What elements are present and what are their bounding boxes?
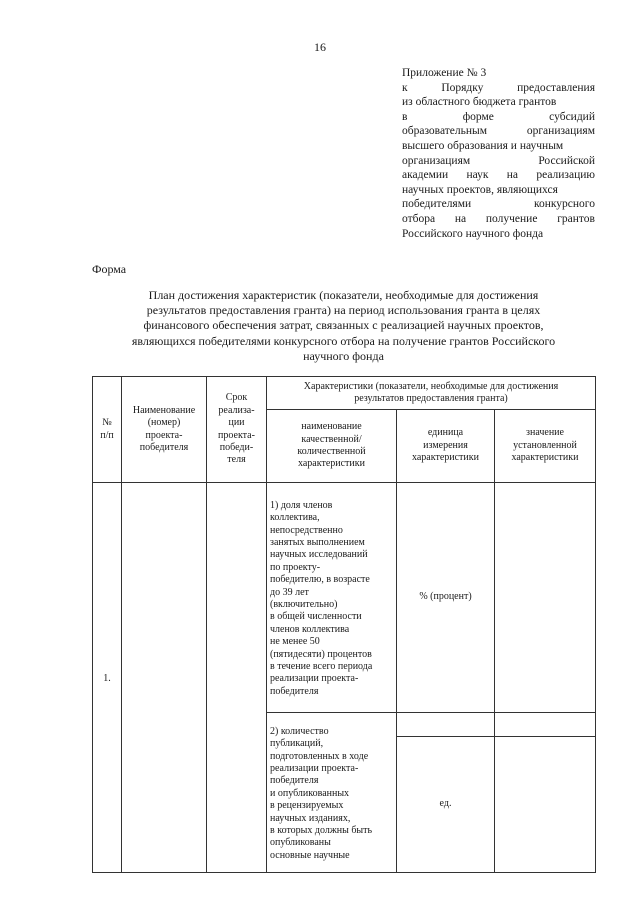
- appendix-line: [402, 124, 595, 139]
- header-project-name: [122, 377, 207, 483]
- appendix-word: организациям: [402, 154, 471, 167]
- text-line: членов коллектива: [270, 623, 350, 635]
- appendix-word: реализацию: [536, 169, 595, 182]
- characteristic-value: [495, 737, 596, 873]
- header-value: [495, 410, 596, 483]
- header-line: (номер): [147, 417, 181, 429]
- form-label: Форма: [92, 262, 127, 276]
- characteristic-text: [267, 713, 397, 873]
- header-line: Наименование: [132, 404, 196, 416]
- text-line: по проекту-: [270, 561, 321, 573]
- appendix-word: к: [402, 81, 408, 94]
- appendix-word: форме: [462, 110, 494, 123]
- plan-table: [92, 376, 596, 873]
- header-line: наименование: [301, 421, 362, 433]
- page-number: 16: [314, 40, 326, 54]
- appendix-word: образовательным: [402, 125, 488, 138]
- appendix-line: [402, 139, 595, 154]
- appendix-word: Российской: [538, 154, 595, 167]
- header-line: победи-: [219, 441, 254, 453]
- header-characteristics: [267, 377, 596, 410]
- header-line: характеристики: [411, 452, 479, 464]
- header-line: теля: [227, 454, 246, 466]
- text-line: победителя: [270, 685, 319, 697]
- text-line: 1) доля членов: [270, 499, 333, 511]
- row-num: 1.: [93, 483, 122, 873]
- text-line: опубликованы: [270, 837, 331, 849]
- appendix-line: [402, 212, 595, 227]
- header-line: Характеристики (показатели, необходимые для достижения: [303, 380, 559, 392]
- text-line: занятых выполнением: [270, 536, 365, 548]
- appendix-word: Российского научного фонда: [402, 227, 544, 240]
- appendix-word: субсидий: [549, 110, 595, 123]
- header-line: №: [102, 417, 112, 429]
- unit-top-cell: [397, 713, 495, 737]
- header-line: п/п: [100, 429, 114, 441]
- text-line: не менее 50: [270, 636, 320, 648]
- header-line: количественной: [297, 446, 366, 457]
- text-line: реализации проекта-: [270, 762, 359, 774]
- header-line: победителя: [139, 441, 189, 453]
- appendix-word: на: [506, 169, 519, 182]
- appendix-block: [402, 66, 595, 241]
- appendix-word: из областного бюджета грантов: [402, 96, 557, 109]
- appendix-word: высшего образования и научным: [402, 139, 564, 152]
- appendix-word: наук: [466, 169, 489, 182]
- appendix-word: Приложение № 3: [402, 67, 487, 79]
- appendix-line: [402, 81, 595, 96]
- appendix-line: [402, 197, 595, 212]
- appendix-word: победителями: [402, 198, 472, 211]
- text-line: победителю, в возрасте: [270, 574, 370, 586]
- characteristic-unit: ед.: [397, 737, 495, 873]
- appendix-line: [402, 183, 595, 198]
- header-line: Срок: [225, 392, 248, 404]
- header-characteristic-name: [267, 410, 397, 483]
- appendix-word: грантов: [557, 212, 595, 225]
- text-line: реализации проекта-: [270, 673, 359, 685]
- appendix-line: [402, 168, 595, 183]
- appendix-word: отбора: [402, 212, 436, 225]
- header-line: значение: [526, 427, 564, 439]
- header-term: [207, 377, 267, 483]
- text-line: основные научные: [270, 849, 350, 861]
- text-line: в общей численности: [270, 611, 362, 623]
- text-line: в которых должны быть: [270, 825, 373, 837]
- header-line: проекта-: [218, 429, 255, 441]
- characteristic-unit: % (процент): [397, 483, 495, 713]
- appendix-word: конкурсного: [533, 198, 595, 211]
- value-top-cell: [495, 713, 596, 737]
- table-row: [93, 483, 596, 713]
- appendix-word: предоставления: [517, 81, 595, 94]
- title-line: План достижения характеристик (показатели, необходимые для достижения: [148, 288, 539, 302]
- appendix-line: [402, 227, 595, 242]
- text-line: коллектива,: [270, 512, 320, 524]
- header-line: характеристики: [511, 452, 579, 464]
- title-line: научного фонда: [303, 348, 384, 363]
- header-unit: [397, 410, 495, 483]
- title-line: финансового обеспечения затрат, связанных с реализацией научных проектов,: [143, 318, 544, 333]
- appendix-line: [402, 95, 595, 110]
- appendix-word: академии: [402, 169, 449, 182]
- appendix-word: на: [454, 212, 467, 225]
- header-line: установленной: [513, 439, 577, 451]
- text-line: в течение всего периода: [270, 661, 373, 673]
- appendix-word: научных проектов, являющихся: [402, 183, 558, 196]
- appendix-line: [402, 110, 595, 125]
- title-line: результатов предоставления гранта) на период использования гранта в целях: [146, 303, 541, 318]
- characteristic-value: [495, 483, 596, 713]
- appendix-word: в: [402, 110, 408, 123]
- appendix-line: [402, 154, 595, 169]
- text-line: публикаций,: [270, 738, 324, 750]
- text-line: научных изданиях,: [270, 812, 351, 824]
- header-line: единица: [427, 427, 464, 439]
- text-line: победителя: [270, 775, 319, 787]
- text-line: (включительно): [270, 599, 338, 610]
- row-project-name: [122, 483, 207, 873]
- header-line: результатов предоставления гранта): [354, 393, 508, 404]
- document-title: [92, 288, 595, 364]
- appendix-word: Порядку: [441, 81, 484, 94]
- text-line: подготовленных в ходе: [270, 750, 369, 762]
- row-term: [207, 483, 267, 873]
- header-line: ции: [228, 417, 245, 429]
- header-line: качественной/: [301, 433, 362, 445]
- appendix-line: [402, 66, 595, 81]
- appendix-word: получение: [485, 212, 538, 225]
- text-line: научных исследований: [270, 549, 368, 561]
- header-num: [93, 377, 122, 483]
- text-line: непосредственно: [270, 524, 343, 536]
- header-line: измерения: [423, 439, 468, 451]
- appendix-word: организациям: [526, 125, 595, 138]
- text-line: (пятидесяти) процентов: [270, 648, 372, 660]
- characteristic-lines: [267, 497, 396, 699]
- header-line: реализа-: [218, 404, 255, 416]
- header-line: характеристики: [297, 458, 365, 470]
- text-line: до 39 лет: [270, 586, 309, 598]
- text-line: и опубликованных: [270, 787, 350, 799]
- text-line: 2) количество: [270, 725, 329, 737]
- title-line: являющихся победителями конкурсного отбора на получение грантов Российского: [131, 333, 556, 348]
- header-line: проекта-: [145, 429, 183, 441]
- text-line: в рецензируемых: [270, 800, 344, 812]
- characteristic-lines: [267, 723, 396, 862]
- characteristic-text: [267, 483, 397, 713]
